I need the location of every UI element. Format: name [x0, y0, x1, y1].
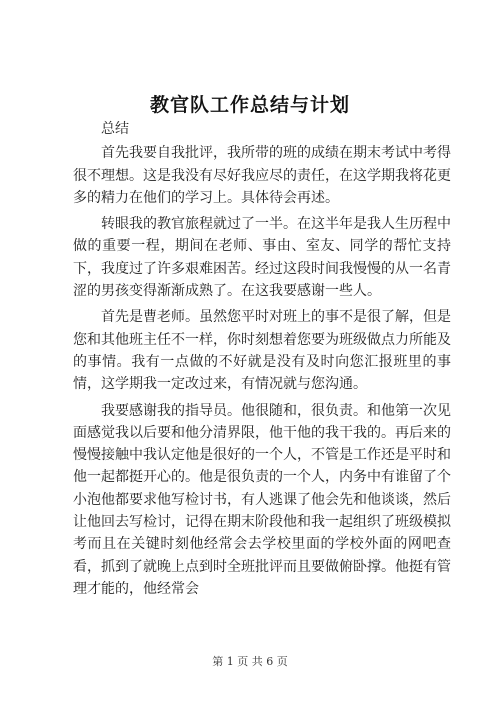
paragraph: 转眼我的教官旅程就过了一半。在这半年是我人生历程中做的重要一程，期间在老师、事由、室友、同学的帮忙支持下，我度过了许多艰难困苦。经过这段时间我慢慢的从一名青涩的男孩变得渐渐成熟了。在这我要感谢一些人。: [73, 216, 451, 300]
paragraph: 我要感谢我的指导员。他很随和，很负责。和他第一次见面感觉我以后要和他分清界限，他干他的我干我的。再后来的慢慢接触中我认定他是很好的一个人，不管是工作还是平时和他一起都挺开心的。他是很负责的一个人，内务中有谁留了个小泡他都要求他写检讨书，有人逃课了他会先和他谈谈，然后让他回去写检讨，记得在期末阶段他和我一起组织了班级模拟考而且在关键时刻他经常会去学校里面的学校外面的网吧查看，抓到了就晚上点到时全班批评而且要做俯卧撑。他挺有管理才能的，他经常会: [73, 402, 451, 597]
paragraph: 首先我要自我批评，我所带的班的成绩在期末考试中考得很不理想。这是我没有尽好我应尽的责任，在这学期我将花更多的精力在他们的学习上。具体待会再述。: [73, 145, 451, 206]
page-footer: 第 1 页 共 6 页: [212, 655, 288, 668]
paragraph: 首先是曹老师。虽然您平时对班上的事不是很了解，但是您和其他班主任不一样，你时刻想着您要为班级做点力所能及的事情。我有一点做的不好就是没有及时向您汇报班里的事情，这学期我一定改过来，有情况就与您沟通。: [73, 309, 451, 393]
document-body: [73, 118, 451, 604]
section-heading: 总结: [101, 121, 129, 137]
document-title: 教官队工作总结与计划: [149, 94, 350, 116]
